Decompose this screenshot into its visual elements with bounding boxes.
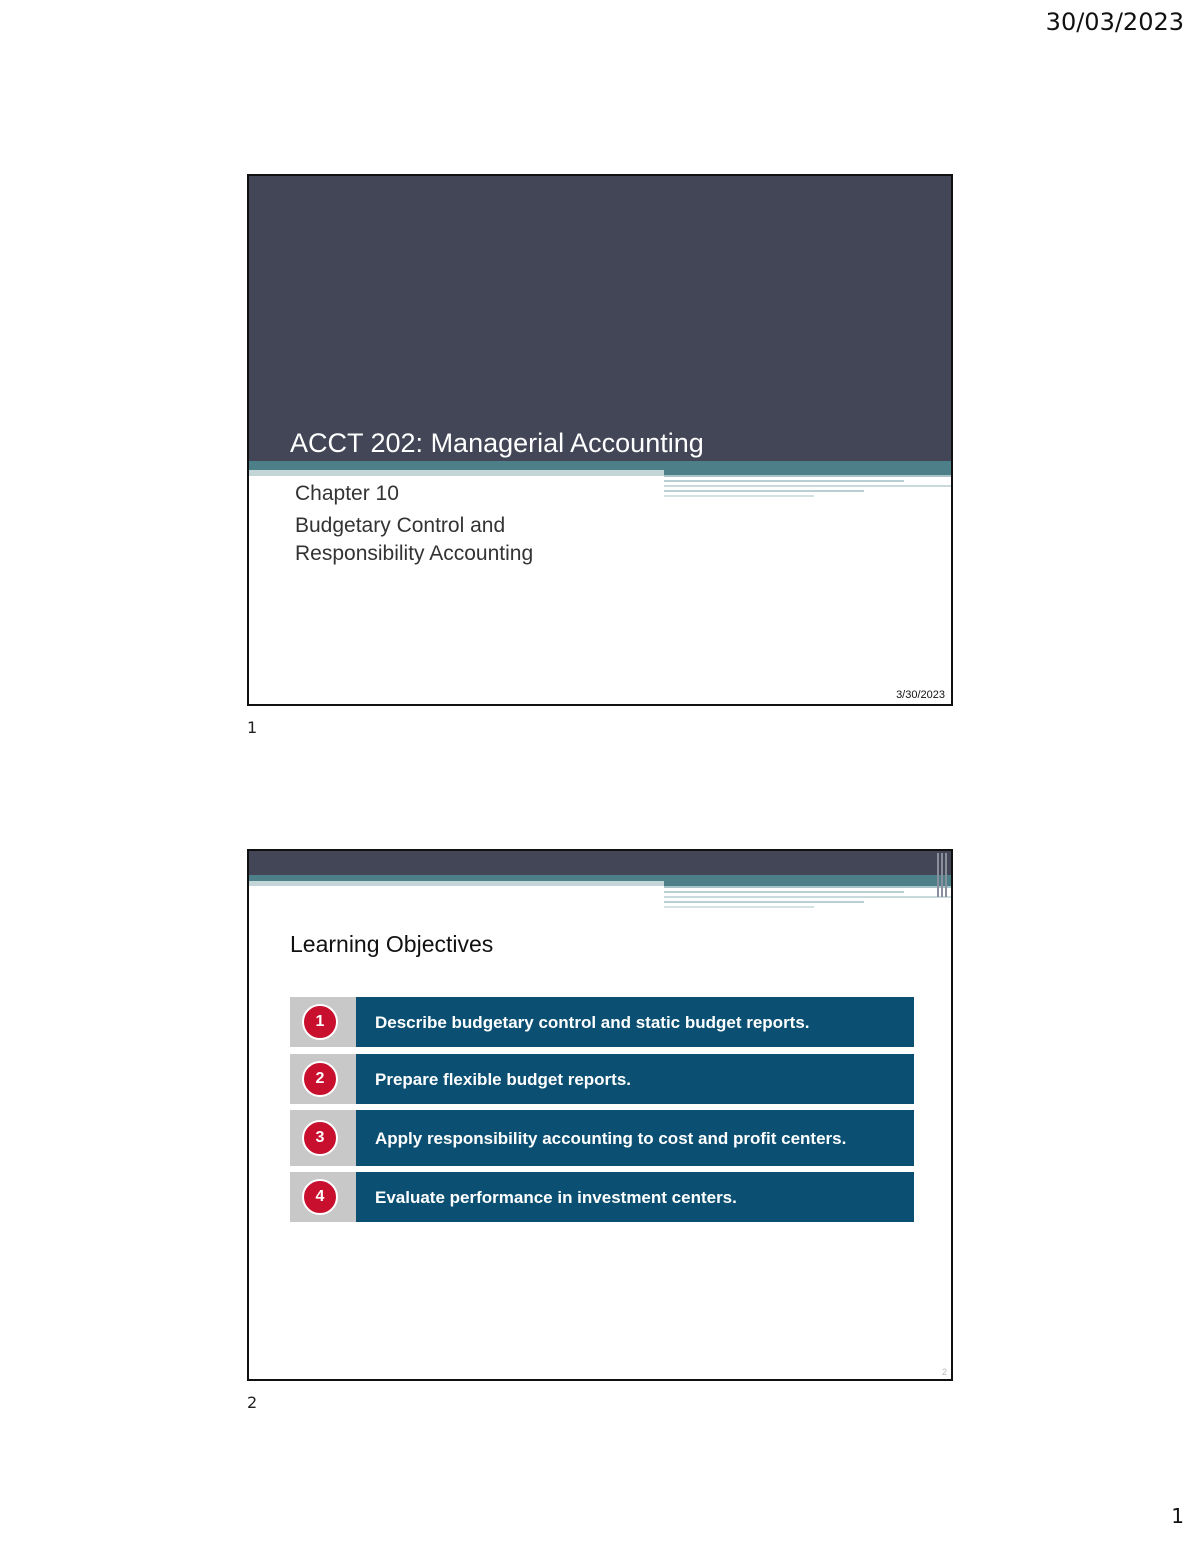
objective-number-badge: 2 xyxy=(302,1061,338,1097)
slide-subtitle-line-1: Budgetary Control and xyxy=(295,514,506,537)
objective-text: Prepare flexible budget reports. xyxy=(375,1069,632,1089)
objective-number-badge: 1 xyxy=(302,1004,338,1040)
slide-caption-1: 1 xyxy=(247,718,258,737)
decorative-bars xyxy=(937,853,949,897)
objective-row xyxy=(290,1172,914,1222)
slide-number: 2 xyxy=(941,1367,947,1377)
slide-2 xyxy=(247,849,953,1381)
objective-number-cell xyxy=(290,1172,356,1222)
objective-text-cell xyxy=(356,1054,914,1104)
objective-text: Describe budgetary control and static budget reports. xyxy=(375,1012,810,1032)
slide-footer-date: 3/30/2023 xyxy=(896,689,945,701)
slide-caption-2: 2 xyxy=(247,1393,258,1412)
objective-number-cell xyxy=(290,1054,356,1104)
title-band xyxy=(249,176,951,461)
objective-number-cell xyxy=(290,997,356,1047)
light-strip xyxy=(249,470,664,476)
objective-number-badge: 4 xyxy=(302,1179,338,1215)
objective-row xyxy=(290,997,914,1047)
decorative-lines xyxy=(664,475,951,501)
objective-number-cell xyxy=(290,1110,356,1166)
objective-text-cell xyxy=(356,997,914,1047)
decorative-lines xyxy=(664,886,951,912)
slide-1 xyxy=(247,174,953,706)
slide-subtitle-chapter: Chapter 10 xyxy=(295,482,399,505)
objective-row xyxy=(290,1054,914,1104)
objective-text: Apply responsibility accounting to cost and profit centers. xyxy=(375,1128,847,1148)
objective-text-cell xyxy=(356,1172,914,1222)
objective-number-badge: 3 xyxy=(302,1120,338,1156)
page-date: 30/03/2023 xyxy=(1045,8,1184,36)
objective-row xyxy=(290,1110,914,1166)
objective-text-cell xyxy=(356,1110,914,1166)
learning-objectives-heading: Learning Objectives xyxy=(290,931,494,957)
header-band xyxy=(249,851,951,875)
objective-text: Evaluate performance in investment centers. xyxy=(375,1187,737,1207)
page-number: 1 xyxy=(1171,1504,1184,1528)
slide-title: ACCT 202: Managerial Accounting xyxy=(290,428,704,458)
slide-subtitle-line-2: Responsibility Accounting xyxy=(295,542,534,565)
light-strip xyxy=(249,881,664,886)
